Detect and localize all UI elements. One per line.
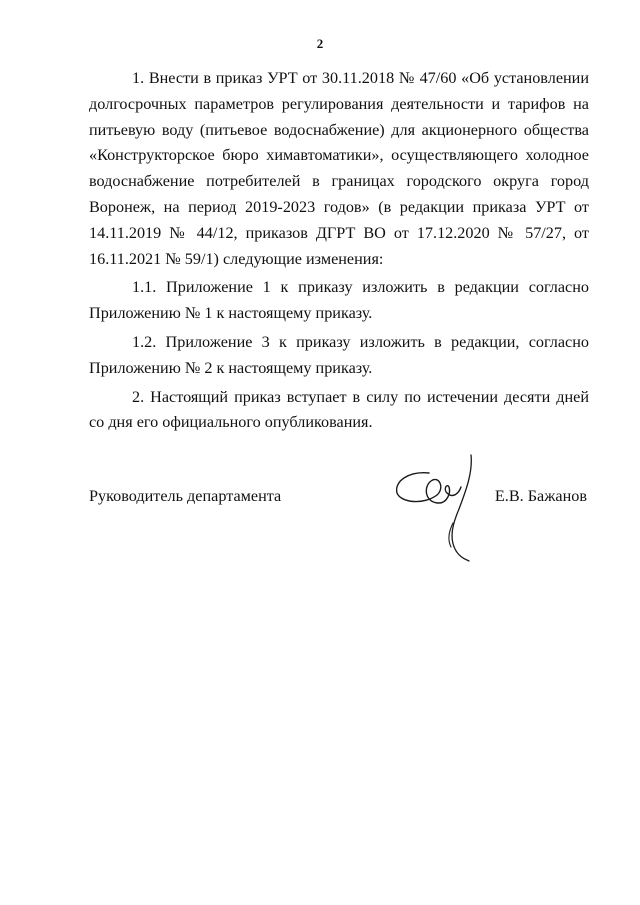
paragraph-1: 1. Внести в приказ УРТ от 30.11.2018 № 47/60 «Об установлении долгосрочных параметров регулирования деятельности и тарифов на питьевую воду (питьевое водоснабжение) для акционерного общества «Конструкторское бюро химавтоматики», осуществляющего холодное водоснабжение потребителей в границах городского округа город Воронеж, на период 2019-2023 годов» (в редакции приказа УРТ от 14.11.2019 № 44/12, приказов ДГРТ ВО от 17.12.2020 № 57/27, от 16.11.2021 № 59/1) следующие изменения: bbox=[89, 69, 589, 268]
signature-block bbox=[89, 483, 589, 573]
page-number: 2 bbox=[316, 36, 324, 51]
signatory-role: Руководитель департамента bbox=[89, 487, 282, 505]
paragraph-1-1: 1.1. Приложение 1 к приказу изложить в редакции согласно Приложению № 1 к настоящему приказу. bbox=[89, 278, 589, 323]
paragraph-2: 2. Настоящий приказ вступает в силу по истечении десяти дней со дня его официального опубликования. bbox=[89, 387, 589, 432]
signatory-name: Е.В. Бажанов bbox=[494, 487, 587, 505]
handwritten-signature bbox=[389, 453, 499, 563]
paragraph-1-2: 1.2. Приложение 3 к приказу изложить в редакции, согласно Приложению № 2 к настоящему приказу. bbox=[89, 332, 589, 377]
document-body bbox=[89, 66, 589, 436]
